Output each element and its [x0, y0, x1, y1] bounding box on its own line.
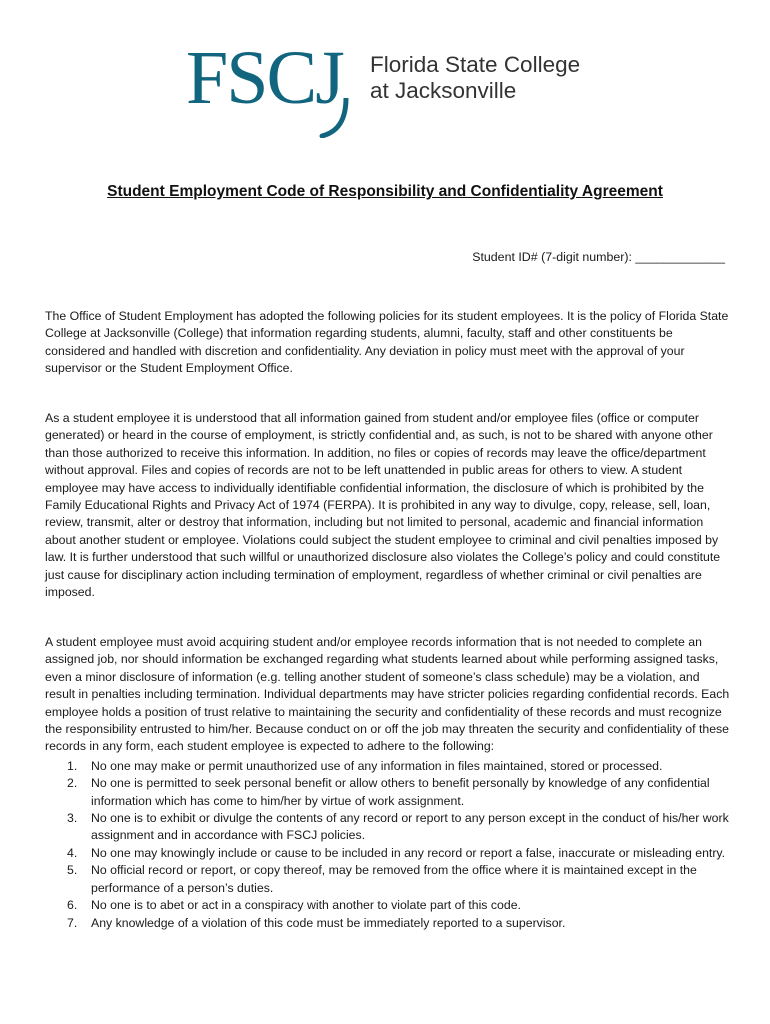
rules-list — [45, 758, 731, 932]
policy-paragraph-1 — [45, 308, 731, 378]
rule-number: 4. — [67, 845, 78, 860]
rule-number: 5. — [67, 863, 78, 878]
logo-mark — [186, 38, 362, 138]
rule-item — [67, 862, 731, 897]
policy-paragraph-3 — [45, 634, 731, 932]
rule-item — [67, 810, 731, 845]
rule-number: 2. — [67, 776, 78, 791]
policy-paragraph-2 — [45, 410, 731, 601]
rule-number: 3. — [67, 811, 78, 826]
rule-text: No one is permitted to seek personal benefit or allow others to benefit personally by knowledge of any confidential information which has come to him/her by virtue of work assignment. — [91, 776, 710, 808]
logo-college-name — [370, 52, 580, 104]
rule-item — [67, 845, 731, 862]
paragraph-text: The Office of Student Employment has adopted the following policies for its student employees. It is the policy of Florida State College at Jacksonville (College) that information regarding students, alumni, faculty, staff and other constituents be considered and handled with discretion and confidentiality. Any deviation in policy must meet with the approval of your supervisor or the Student Employment Office. — [45, 309, 729, 376]
logo-name-line1: Florida State College — [370, 52, 581, 77]
rule-text: No one is to exhibit or divulge the contents of any record or report to any person except in the conduct of his/her work assignment and in accordance with FSCJ policies. — [91, 811, 729, 843]
rule-item — [67, 897, 731, 914]
college-logo — [186, 38, 580, 138]
rule-item — [67, 758, 731, 775]
student-id-field[interactable]: Student ID# (7-digit number): _____________ — [472, 250, 725, 264]
logo-j-tail-icon — [316, 98, 356, 138]
rule-text: No one may knowingly include or cause to be included in any record or report a false, inaccurate or misleading entry. — [91, 845, 726, 860]
logo-name-line2: at Jacksonville — [370, 78, 517, 103]
rule-text: No one may make or permit unauthorized use of any information in files maintained, stored or processed. — [91, 758, 663, 773]
logo-letters: FSCJ — [186, 36, 343, 120]
rule-item — [67, 915, 731, 932]
rule-text: No one is to abet or act in a conspiracy with another to violate part of this code. — [91, 898, 521, 913]
rule-number: 7. — [67, 915, 78, 930]
rule-number: 1. — [67, 758, 78, 773]
paragraph-text: A student employee must avoid acquiring student and/or employee records information that is not needed to complete an assigned job, nor should information be exchanged regarding what students learned about while performing assigned tasks, even a minor disclosure of information (e.g. telling another student of someone’s class schedule) may be a violation, and result in penalties including termination. Individual departments may have stricter policies regarding confidential records. Each employee holds a position of trust relative to maintaining the security and confidentiality of these records and must recognize the responsibility entrusted to him/her. Because conduct on or off the job may threaten the security and confidentiality of these records in any form, each student employee is expected to adhere to the following: — [45, 635, 730, 754]
rule-text: No official record or report, or copy thereof, may be removed from the office where it is maintained except in the performance of a person’s duties. — [91, 863, 697, 895]
rule-number: 6. — [67, 898, 78, 913]
paragraph-text: As a student employee it is understood that all information gained from student and/or employee files (office or computer generated) or heard in the course of employment, is strictly confidential and, as such, is not to be shared with anyone other than those authorized to receive this information. In addition, no files or copies of records may leave the office/department without approval. Files and copies of records are not to be left unattended in public areas for others to view. A student employee may have access to individually identifiable confidential information, the disclosure of which is prohibited by the Family Educational Rights and Privacy Act of 1974 (FERPA). It is prohibited in any way to divulge, copy, release, sell, loan, review, transmit, alter or destroy that information, including but not limited to personal, academic and financial information about another student or employee. Violations could subject the student employee to criminal and civil penalties imposed by law. It is further understood that such willful or unauthorized disclosure also violates the College’s policy and could constitute just cause for disciplinary action including termination of employment, regardless of whether criminal or civil penalties are imposed. — [45, 411, 721, 600]
document-title: Student Employment Code of Responsibility and Confidentiality Agreement — [107, 183, 663, 200]
rule-item — [67, 775, 731, 810]
rule-text: Any knowledge of a violation of this code must be immediately reported to a supervisor. — [91, 915, 566, 930]
